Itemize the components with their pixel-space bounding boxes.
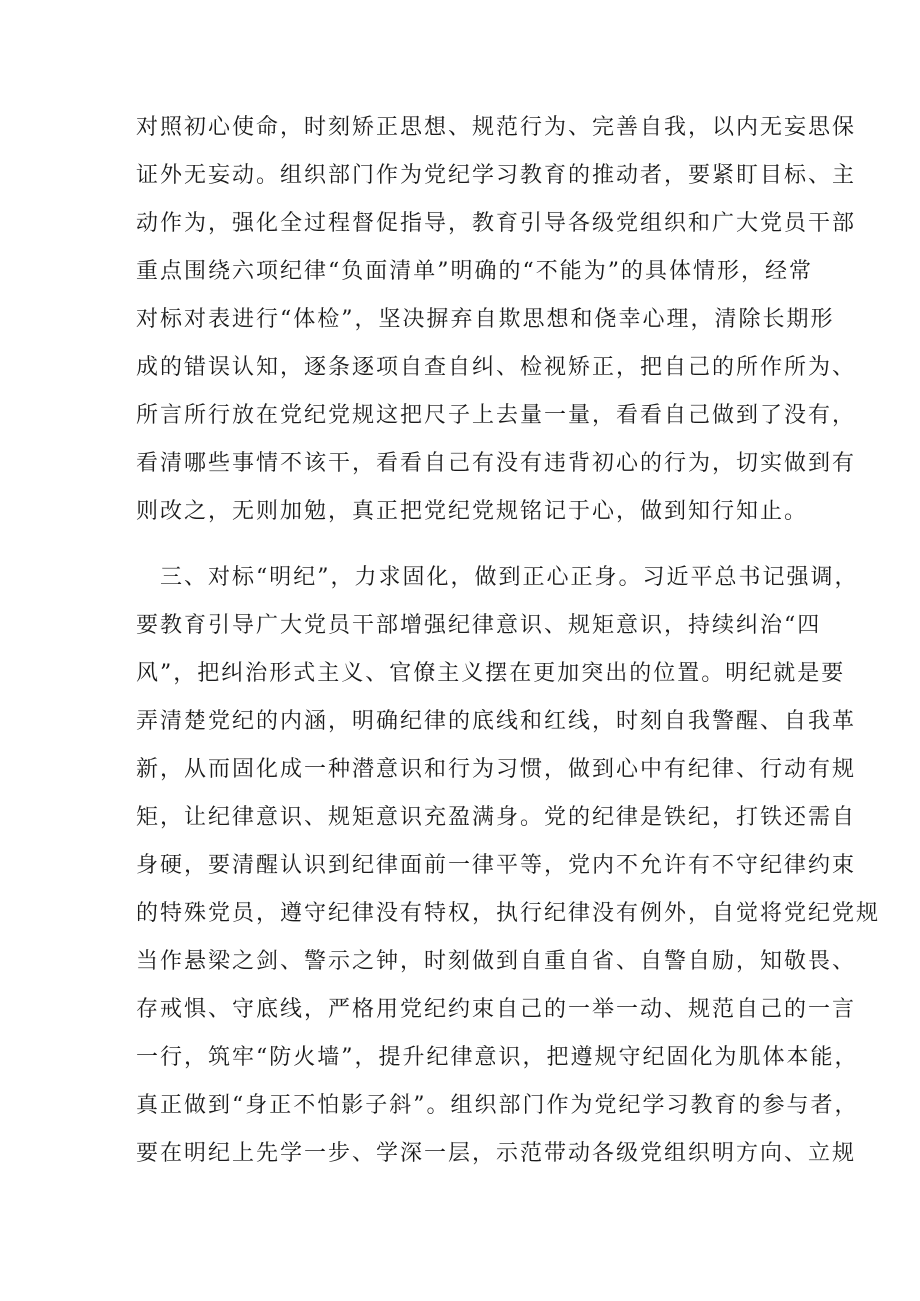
text-line: 矩，让纪律意识、规矩意识充盈满身。党的纪律是铁纪，打铁还需自 <box>136 805 857 830</box>
text-line: 的特殊党员，遵守纪律没有特权，执行纪律没有例外，自觉将党纪党规 <box>136 901 881 926</box>
text-line: 证外无妄动。组织部门作为党纪学习教育的推动者，要紧盯目标、主 <box>136 163 857 188</box>
text-line: 动作为，强化全过程督促指导，教育引导各级党组织和广大党员干部 <box>136 211 857 236</box>
text-line: 弄清楚党纪的内涵，明确纪律的底线和红线，时刻自我警醒、自我革 <box>136 709 857 734</box>
text-line: 真正做到“身正不怕影子斜”。组织部门作为党纪学习教育的参与者， <box>136 1093 859 1118</box>
text-line: 要在明纪上先学一步、学深一层，示范带动各级党组织明方向、立规 <box>136 1141 857 1166</box>
text-line: 身硬，要清醒认识到纪律面前一律平等，党内不允许有不守纪律约束 <box>136 853 857 878</box>
text-line: 所言所行放在党纪党规这把尺子上去量一量，看看自己做到了没有， <box>136 403 857 428</box>
text-line: 重点围绕六项纪律“负面清单”明确的“不能为”的具体情形，经常 <box>136 259 813 284</box>
text-line: 三、对标“明纪”，力求固化，做到正心正身。习近平总书记强调， <box>136 565 859 590</box>
text-line: 对标对表进行“体检”，坚决摒弃自欺思想和侥幸心理，清除长期形 <box>136 307 835 332</box>
paragraph-1 <box>136 104 857 536</box>
text-line: 当作悬梁之剑、警示之钟，时刻做到自重自省、自警自励，知敬畏、 <box>136 949 857 974</box>
text-line: 一行，筑牢“防火墙”，提升纪律意识，把遵规守纪固化为肌体本能， <box>136 1045 859 1070</box>
text-line: 看清哪些事情不该干，看看自己有没有违背初心的行为，切实做到有 <box>136 451 857 476</box>
text-line: 成的错误认知，逐条逐项自查自纠、检视矫正，把自己的所作所为、 <box>136 355 857 380</box>
text-line: 则改之，无则加勉，真正把党纪党规铭记于心，做到知行知止。 <box>136 499 809 524</box>
text-line: 对照初心使命，时刻矫正思想、规范行为、完善自我，以内无妄思保 <box>136 115 857 140</box>
text-line: 要教育引导广大党员干部增强纪律意识、规矩意识，持续纠治“四 <box>136 613 822 638</box>
paragraph-2 <box>136 554 881 1178</box>
text-line: 风”，把纠治形式主义、官僚主义摆在更加突出的位置。明纪就是要 <box>136 661 846 686</box>
text-line: 存戒惧、守底线，严格用党纪约束自己的一举一动、规范自己的一言 <box>136 997 857 1022</box>
text-line: 新，从而固化成一种潜意识和行为习惯，做到心中有纪律、行动有规 <box>136 757 857 782</box>
